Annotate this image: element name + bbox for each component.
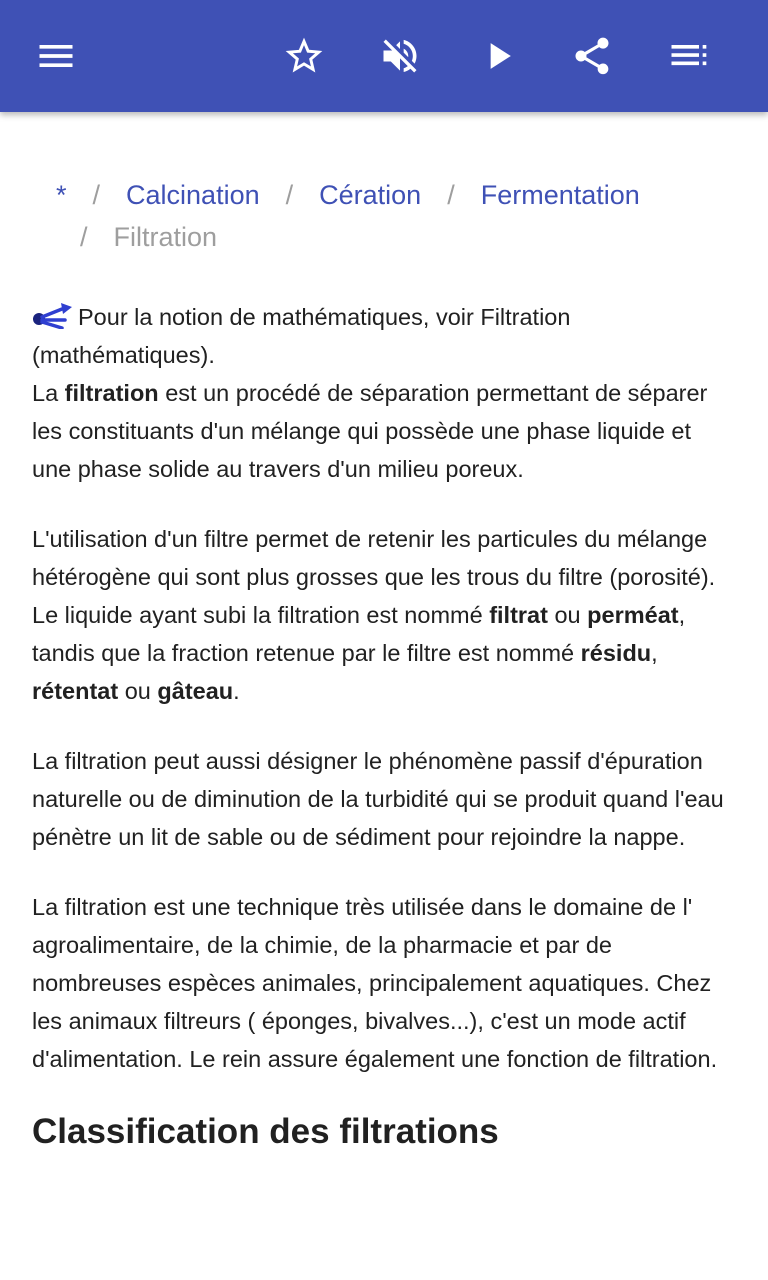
share-button[interactable] — [564, 28, 620, 84]
breadcrumb-row-1 — [56, 174, 640, 216]
contents-button[interactable] — [660, 28, 716, 84]
breadcrumb-current: Filtration — [113, 222, 218, 252]
breadcrumb-item-calcination[interactable]: Calcination — [126, 180, 260, 210]
p2-text-c: ou — [547, 602, 588, 628]
paragraph-3: La filtration peut aussi désigner le phénomène passif d'épuration naturelle ou de diminution de la turbidité qui se produit quand l'eau pénètre un lit de sable ou de sédiment pour rejoindre la nappe. — [32, 748, 724, 850]
paragraph-4: La filtration est une technique très utilisée dans le domaine de l' agroalimentaire, de la chimie, de la pharmacie et par de nombreuses espèces animales, principalement aquatiques. Chez les animaux filtreurs ( éponges, bivalves...), c'est un mode actif d'alimentation. Le rein assure également une fonction de filtration. — [32, 894, 718, 1072]
p2-text-a: L'utilisation d'un filtre permet de retenir les particules du mélange hétérogène qui sont plus grosses que les trous du filtre (porosité). Le liquide ayant subi la filtration est nommé — [32, 526, 716, 628]
breadcrumb-item-fermentation[interactable]: Fermentation — [480, 180, 640, 210]
app-toolbar — [0, 0, 768, 112]
p2-bold-gateau: gâteau — [157, 678, 234, 704]
volume-off-icon — [378, 34, 422, 78]
breadcrumb-separator: / — [447, 180, 455, 210]
article-body — [32, 298, 732, 1154]
p1-text-c: est un procédé de séparation permettant de séparer les constituants d'un mélange qui possède une phase liquide et une phase solide au travers d'un milieu poreux. — [32, 380, 708, 482]
paragraph-1 — [32, 374, 732, 488]
p2-bold-filtrat: filtrat — [489, 602, 548, 628]
p2-bold-residu: résidu — [580, 640, 652, 666]
p2-text-e: , tandis que la fraction retenue par le filtre est nommé — [32, 602, 686, 666]
p2-bold-retentat: rétentat — [32, 678, 119, 704]
mute-button[interactable] — [372, 28, 428, 84]
breadcrumb-item-ceration[interactable]: Cération — [319, 180, 422, 210]
p1-text-a: La — [32, 380, 65, 406]
disambiguation-text: Pour la notion de mathématiques, voir Filtration (mathématiques). — [32, 304, 571, 368]
p1-bold-filtration: filtration — [64, 380, 159, 406]
play-icon — [476, 34, 520, 78]
breadcrumb-separator: / — [92, 180, 101, 210]
disambiguation-icon — [32, 299, 74, 329]
playlist-icon — [666, 34, 710, 78]
menu-icon — [34, 34, 78, 78]
menu-button[interactable] — [28, 28, 84, 84]
paragraph-2 — [32, 520, 732, 710]
disambiguation-note — [32, 298, 732, 374]
p2-text-k: . — [233, 678, 240, 704]
article-content — [0, 112, 768, 1280]
star-outline-icon — [282, 34, 326, 78]
favorite-button[interactable] — [276, 28, 332, 84]
breadcrumb-item-home[interactable]: * — [56, 180, 67, 210]
p2-text-g: , — [651, 640, 658, 666]
share-icon — [570, 34, 614, 78]
section-heading: Classification des filtrations — [32, 1112, 499, 1151]
breadcrumb-row-2 — [54, 216, 217, 258]
breadcrumb-separator: / — [285, 180, 294, 210]
p2-text-i: ou — [118, 678, 158, 704]
p2-bold-permeat: perméat — [587, 602, 679, 628]
play-button[interactable] — [470, 28, 526, 84]
breadcrumb-separator: / — [80, 222, 88, 252]
